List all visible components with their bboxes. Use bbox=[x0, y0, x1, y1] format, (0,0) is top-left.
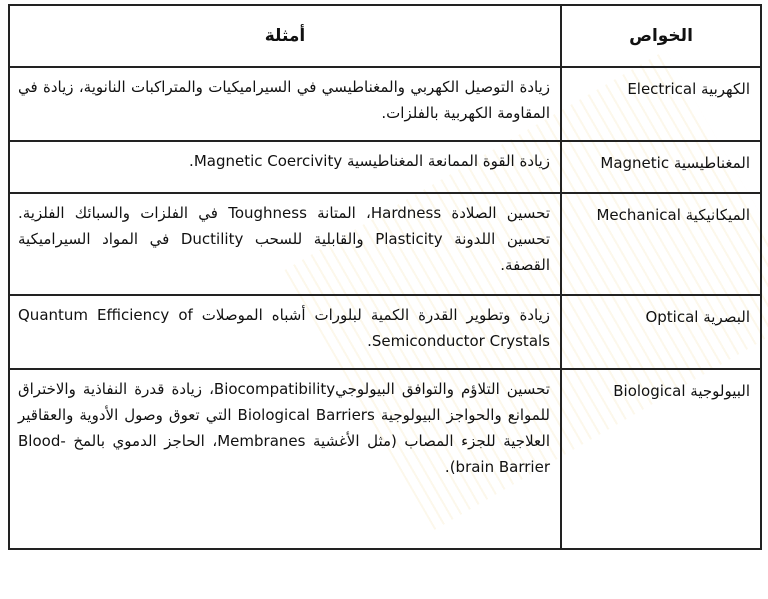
example-cell: زيادة وتطوير القدرة الكمية لبلورات أشباه الموصلات Quantum Efficiency of Semiconductor Crystals. bbox=[9, 295, 561, 369]
table-header-row bbox=[9, 5, 761, 67]
header-properties: الخواص bbox=[561, 5, 761, 67]
property-cell: المغناطيسية Magnetic bbox=[561, 141, 761, 193]
table-row bbox=[9, 193, 761, 295]
example-cell: زيادة التوصيل الكهربي والمغناطيسي في السيراميكيات والمتراكبات النانوية، زيادة في المقاومة الكهربية بالفلزات. bbox=[9, 67, 561, 141]
property-cell: الكهربية Electrical bbox=[561, 67, 761, 141]
example-cell: تحسين التلاؤم والتوافق البيولوجيBiocompatibility، زيادة قدرة النفاذية والاختراق للموانع والحواجز البيولوجية Biological Barriers التي تعوق وصول الأدوية والعقاقير العلاجية للجزء المصاب (مثل الأغشية Membranes، الحاجز الدموي بالمخ Blood-brain Barrier). bbox=[9, 369, 561, 549]
example-cell: تحسين الصلادة Hardness، المتانة Toughness في الفلزات والسبائك الفلزية. تحسين اللدونة Plasticity والقابلية للسحب Ductility في المواد السيراميكية القصفة. bbox=[9, 193, 561, 295]
properties-table bbox=[8, 4, 762, 550]
property-cell: الميكانيكية Mechanical bbox=[561, 193, 761, 295]
table-row bbox=[9, 141, 761, 193]
example-cell: زيادة القوة الممانعة المغناطيسية Magnetic Coercivity. bbox=[9, 141, 561, 193]
property-cell: البصرية Optical bbox=[561, 295, 761, 369]
property-cell: البيولوجية Biological bbox=[561, 369, 761, 549]
table-row bbox=[9, 67, 761, 141]
properties-table-container bbox=[8, 4, 760, 550]
header-examples: أمثلة bbox=[9, 5, 561, 67]
table-row bbox=[9, 295, 761, 369]
table-row bbox=[9, 369, 761, 549]
